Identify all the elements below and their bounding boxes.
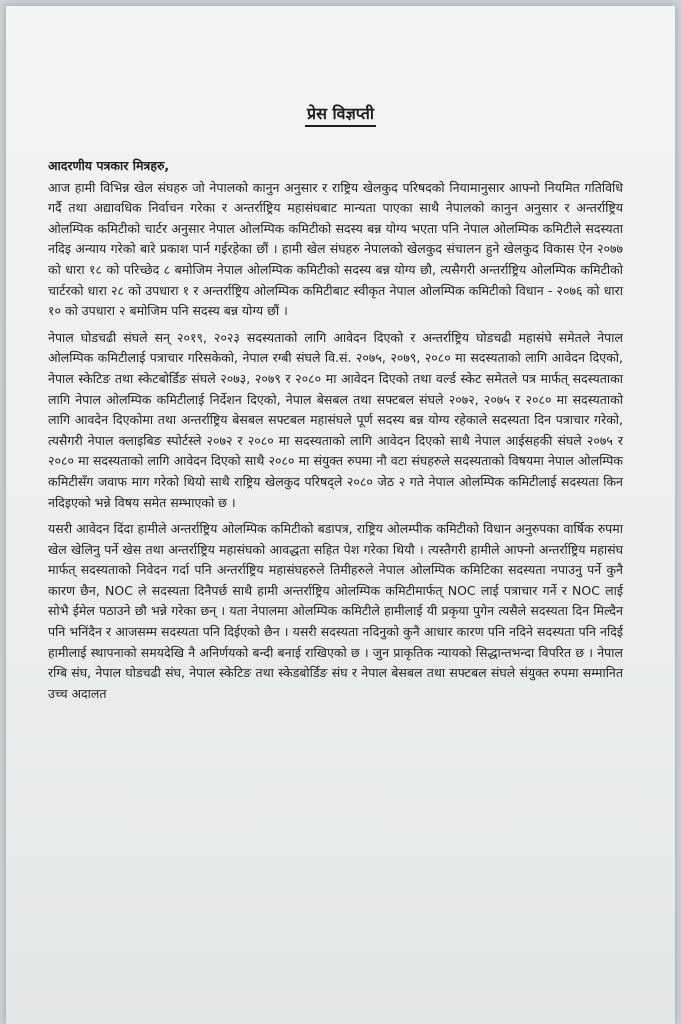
document-title xyxy=(6,102,675,124)
paragraph-1: आज हामी विभिन्न खेल संघहरु जो नेपालको कानुन अनुसार र राष्ट्रिय खेलकुद परिषदको नियामानुसार आफ्नो नियमित गतिविधि गर्दै तथा अद्यावधिक निर्वाचन गरेका र अन्तर्राष्ट्रिय महासंघबाट मान्यता पाएका साथै नेपालको कानुन अनुसार र अन्तर्राष्ट्रिय ओलम्पिक कमिटीको चार्टर अनुसार नेपाल ओलम्पिक कमिटीको सदस्य बन्न योग्य भएता पनि नेपाल ओलम्पिक कमिटीले सदस्यता नदिइ अन्याय गरेको बारे प्रकाश पार्न गईरहेका छौं । हामी खेल संघहरु नेपालको खेलकुद संचालन हुने खेलकुद विकास ऐन २०७७ को धारा १८ को परिच्छेद ८ बमोजिम नेपाल ओलम्पिक कमिटीको सदस्य बन्न योग्य छौ, त्यसैगरी अन्तर्राष्ट्रिय ओलम्पिक कमिटीको चार्टरको धारा २८ को उपधारा १ र अन्तर्राष्ट्रिय ओलम्पिक कमिटीबाट स्वीकृत नेपाल ओलम्पिक कमिटीको विधान - २०७६ को धारा १० को उपधारा २ बमोजिम पनि सदस्य बन्न योग्य छौं । xyxy=(48,179,623,319)
document-title-text: प्रेस विज्ञप्ती xyxy=(305,104,376,127)
salutation: आदरणीय पत्रकार मित्रहरु, xyxy=(48,158,170,173)
paragraph-2: नेपाल घोडचढी संघले सन् २०१९, २०२३ सदस्यताको लागि आवेदन दिएको र अन्तर्राष्ट्रिय घोडचढी महासंघे समेतले नेपाल ओलम्पिक कमिटीलाई पत्राचार गरिसकेको, नेपाल रग्बी संघले वि.सं. २०७५, २०७९, २०८० मा सदस्यताको लागि आवेदन दिएको, नेपाल स्केटिङ तथा स्केटबोर्डिङ संघले २०७३, २०७९ र २०८० मा आवेदन दिएको तथा वर्ल्ड स्केट समेतले पत्र मार्फत् सदस्यताका लागि नेपाल ओलम्पिक कमिटीलाई निर्देशन दिएको, नेपाल बेसबल तथा सफ्टबल संघले २०७२, २०७५ र २०८० मा सदस्यताको लागि आवदेन दिएकोमा तथा अन्तर्राष्ट्रिय बेसबल सफ्टबल महासंघले पूर्ण सदस्य बन्न योग्य रहेकाले सदस्यता दिन पत्राचार गरेको, त्यसैगरी नेपाल क्लाइबिङ स्पोर्टस्ले २०७२ र २०८० मा सदस्यताको लागि आवेदन दिएको साथै नेपाल आईसहकी संघले २०७५ र २०८० मा सदस्यताको लागि आवेदन दिएको साथै २०८० मा संयुक्त रुपमा नौ वटा संघहरुले सदस्यताको विषयमा नेपाल ओलम्पिक कमिटीसँग जवाफ माग गरेको थियो साथै राष्ट्रिय खेलकुद परिषद्ले २०८० जेठ २ गते नेपाल ओलम्पिक कमिटीलाई सदस्यता किन नदिइएको भन्ने विषय समेत सम्भाएको छ । xyxy=(48,329,623,510)
document-body xyxy=(48,156,623,710)
press-release-page xyxy=(6,6,675,1024)
paragraph-3: यसरी आवेदन दिंदा हामीले अन्तर्राष्ट्रिय ओलम्पिक कमिटीको बडापत्र, राष्ट्रिय ओलम्पीक कमिटीको विधान अनुरुपका वार्षिक रुपमा खेल खेलिनु पर्ने खेस तथा अन्तर्राष्ट्रिय महासंघको आवद्धता सहित पेश गरेका थियौ । त्यस्तैगरी हामीले आफ्नो अन्तर्राष्ट्रिय महासंघ मार्फत् सदस्यताको निवेदन गर्दा पनि अन्तर्राष्ट्रिय महासंघहरुले तिमीहरुले नेपाल ओलम्पिक कमिटिका सदस्यता नपाउनु पर्ने कुनै कारण छैन, NOC ले सदस्यता दिनैपर्छ साथै हामी अन्तर्राष्ट्रिय ओलम्पिक कमिटीमार्फत् NOC लाई पत्राचार गर्ने र NOC लाई सोभै ईमेल पठाउने छौ भन्ने गरेका छन् । यता नेपालमा ओलम्पिक कमिटीले हामीलाई यी प्रकृया पुगेन त्यसैले सदस्यता दिन मिल्दैन पनि भनिंदैन र आजसम्म सदस्यता पनि दिईएको छैन । यसरी सदस्यता नदिनुको कुनै आधार कारण पनि नदिने सदस्यता पनि नदिई हामीलाई स्थापनाको समयदेखि नै अनिर्णयको बन्दी बनाई राखिएको छ । जुन प्राकृतिक न्यायको सिद्धान्तभन्दा विपरित छ । नेपाल रग्बि संघ, नेपाल घोडचढी संघ, नेपाल स्केटिङ तथा स्केडबोर्डिङ संघ र नेपाल बेसबल तथा सफ्टबल संघले संयुक्त रुपमा सम्मानित उच्च अदालत xyxy=(48,521,623,701)
